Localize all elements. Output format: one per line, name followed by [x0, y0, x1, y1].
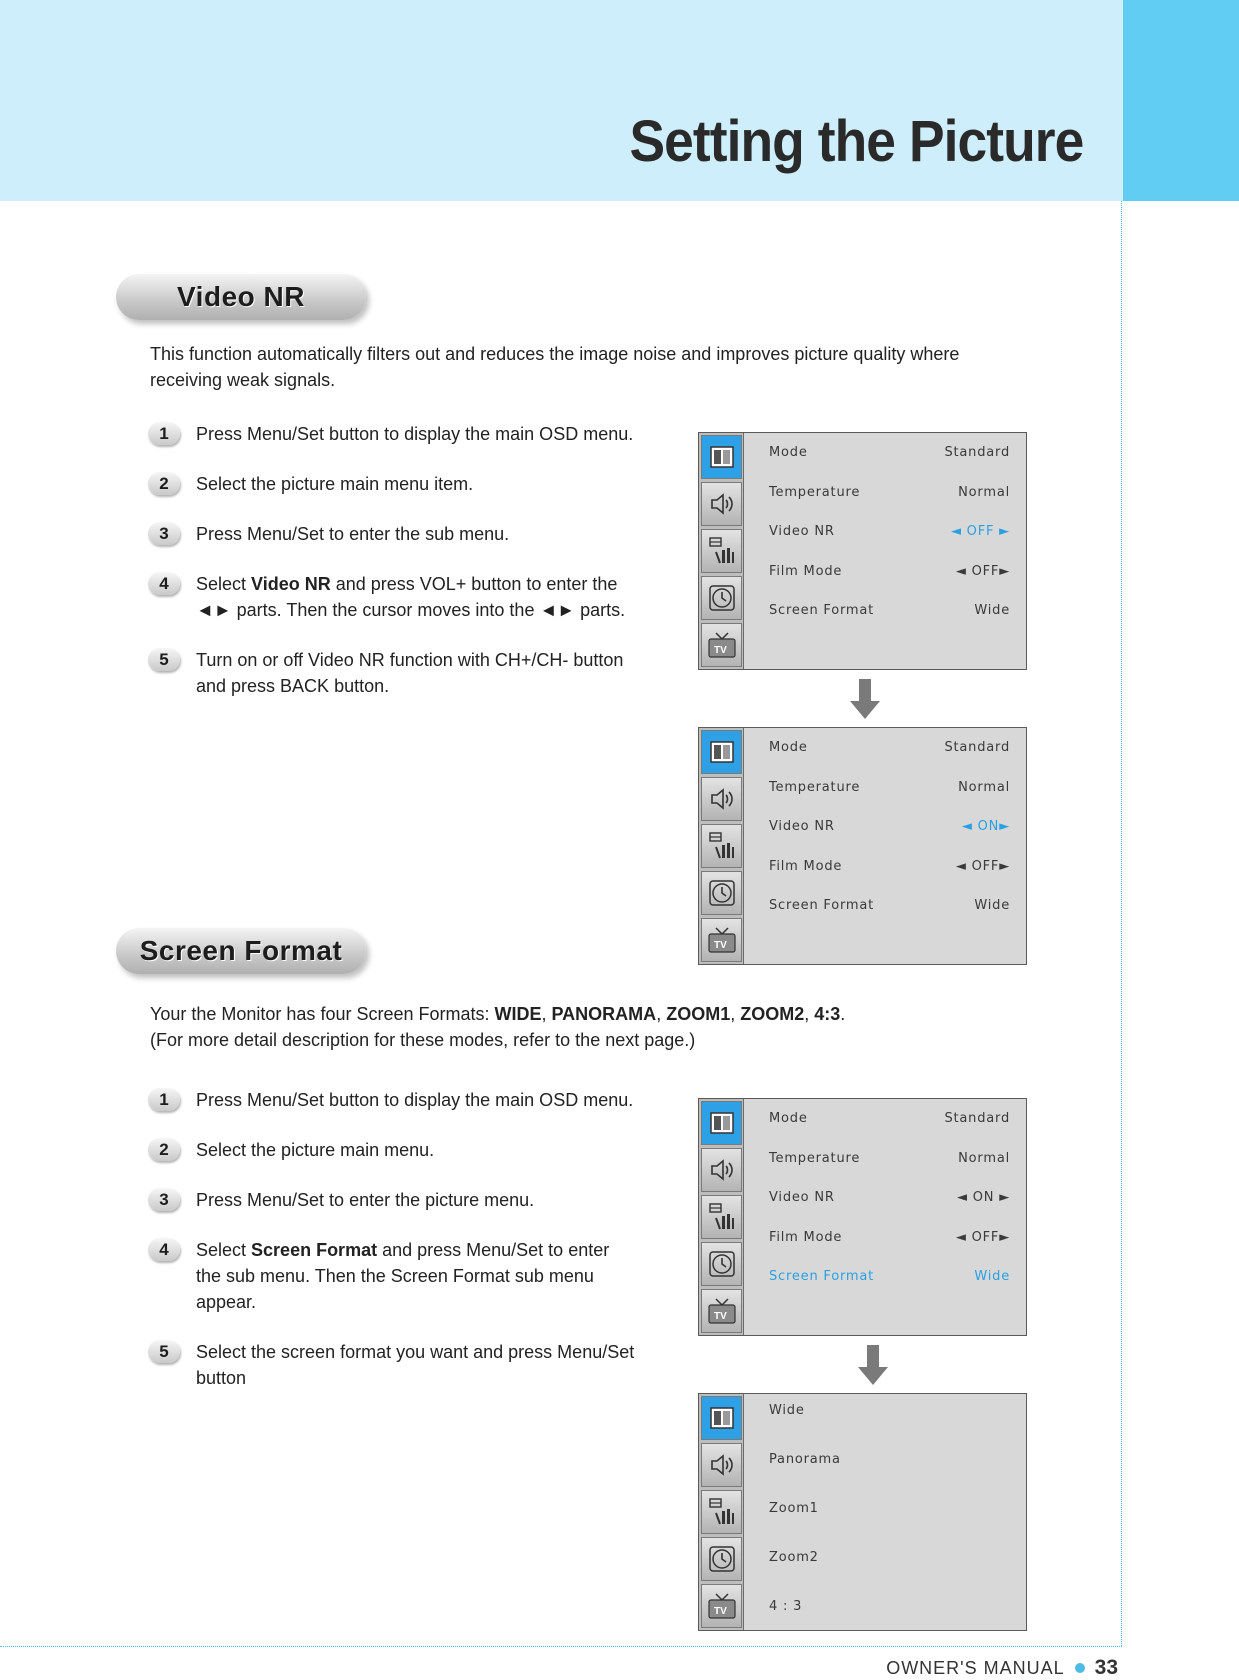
osd-menu-row — [769, 1269, 1010, 1284]
tv-icon — [701, 623, 742, 667]
osd-row-value: ◄ OFF► — [955, 858, 1010, 874]
step-item — [148, 421, 638, 447]
format-name: PANORAMA — [551, 1004, 657, 1024]
tv-icon — [701, 1289, 742, 1333]
osd-row-value: ◄ ON► — [961, 819, 1010, 834]
osd-menu-row — [769, 603, 1010, 618]
osd-row-label: Mode — [769, 1111, 808, 1126]
osd-menu-row — [769, 1230, 1010, 1245]
screen-format-heading-text: Screen Format — [139, 935, 343, 966]
intro-separator: , — [656, 1004, 667, 1024]
osd-row-label: Temperature — [769, 484, 861, 500]
osd-row-label: Screen Format — [769, 1269, 875, 1284]
step-item — [148, 571, 638, 623]
setup-icon — [701, 824, 742, 868]
step-number-badge: 2 — [148, 1138, 180, 1161]
step-text: Turn on or off Video NR function with CH+/CH- button and press BACK button. — [196, 650, 624, 696]
osd-menu-row — [769, 445, 1010, 460]
osd-sidebar — [699, 1099, 744, 1335]
step-item — [148, 1137, 638, 1163]
osd-menu-row — [769, 485, 1010, 500]
osd-submenu-label: 4 : 3 — [769, 1599, 803, 1614]
format-name: ZOOM1 — [666, 1004, 731, 1024]
screen-format-intro — [150, 1001, 1030, 1053]
step-item — [148, 1087, 638, 1113]
tv-icon-label: TV — [714, 1606, 727, 1617]
osd-row-value: ◄ OFF ► — [950, 524, 1010, 539]
osd-row-label: Film Mode — [769, 563, 843, 579]
osd-submenu-label: Wide — [769, 1403, 805, 1418]
osd-row-label: Mode — [769, 740, 808, 755]
osd-row-label: Video NR — [769, 524, 835, 539]
osd-row-value: ◄ OFF► — [955, 563, 1010, 579]
osd-menu-row — [769, 819, 1010, 834]
osd-submenu-item — [769, 1452, 1010, 1467]
format-name: WIDE — [494, 1004, 542, 1024]
osd-menu-row — [769, 898, 1010, 913]
osd-row-value: ◄ ON ► — [956, 1190, 1010, 1205]
osd-menu-row — [769, 1111, 1010, 1126]
tv-icon — [701, 918, 742, 962]
down-arrow-icon — [858, 1345, 888, 1385]
osd-row-value: Wide — [974, 603, 1010, 618]
step-item — [148, 1237, 638, 1315]
timer-icon — [701, 1242, 742, 1286]
video-nr-steps — [148, 421, 638, 699]
osd-row-label: Video NR — [769, 1190, 835, 1205]
osd-submenu-label: Zoom2 — [769, 1550, 819, 1565]
step-emphasis: Video NR — [251, 574, 331, 594]
step-text: Press Menu/Set to enter the picture menu. — [196, 1190, 535, 1210]
osd-screen-format-menu — [698, 1098, 1027, 1336]
osd-sidebar — [699, 1394, 744, 1630]
step-number-badge: 4 — [148, 572, 180, 595]
osd-sidebar — [699, 728, 744, 964]
video-nr-heading-text: Video NR — [177, 281, 305, 312]
osd-row-label: Screen Format — [769, 898, 875, 913]
osd-row-label: Film Mode — [769, 858, 843, 874]
setup-icon — [701, 1490, 742, 1534]
step-text: Select the picture main menu item. — [196, 474, 474, 494]
video-nr-intro: This function automatically filters out and reduces the image noise and improves picture quality where receiving weak signals. — [150, 344, 960, 390]
osd-submenu-label: Panorama — [769, 1452, 841, 1467]
step-text: Select — [196, 574, 252, 594]
step-text: Press Menu/Set button to display the main OSD menu. — [196, 1090, 634, 1110]
tv-icon-label: TV — [714, 940, 727, 951]
step-emphasis: Screen Format — [251, 1240, 378, 1260]
osd-row-value: Wide — [974, 898, 1010, 913]
osd-row-label: Video NR — [769, 819, 835, 834]
setup-icon — [701, 1195, 742, 1239]
osd-row-value: ◄ OFF► — [955, 1229, 1010, 1245]
step-item — [148, 1187, 638, 1213]
osd-menu-row — [769, 1190, 1010, 1205]
format-name: ZOOM2 — [740, 1004, 805, 1024]
page-footer — [886, 1656, 1118, 1680]
screen-format-heading — [116, 928, 366, 974]
step-number-badge: 4 — [148, 1238, 180, 1261]
osd-submenu-item — [769, 1550, 1010, 1565]
timer-icon — [701, 871, 742, 915]
intro-text: Your the Monitor has four Screen Formats: — [150, 1004, 495, 1024]
intro-separator: , — [804, 1004, 815, 1024]
osd-row-label: Film Mode — [769, 1229, 843, 1245]
osd-row-label: Screen Format — [769, 603, 875, 618]
step-text: Press Menu/Set button to display the main OSD menu. — [196, 424, 634, 444]
osd-submenu-label: Zoom1 — [769, 1501, 819, 1516]
osd-row-value: Standard — [944, 1111, 1010, 1126]
osd-menu-row — [769, 564, 1010, 579]
osd-row-value: Wide — [974, 1269, 1010, 1284]
down-arrow-icon — [850, 679, 880, 719]
intro-separator: , — [730, 1004, 741, 1024]
step-text: and press VOL+ button to enter the ◄► parts. Then the cursor moves into the ◄► parts. — [196, 574, 626, 620]
footer-label: OWNER'S MANUAL — [886, 1657, 1065, 1678]
step-item — [148, 471, 638, 497]
video-nr-heading — [116, 274, 366, 320]
screen-format-steps — [148, 1087, 638, 1391]
step-item — [148, 647, 638, 699]
sound-icon — [701, 777, 742, 821]
picture-icon — [701, 1101, 742, 1145]
step-text: Select the picture main menu. — [196, 1140, 435, 1160]
picture-icon — [701, 435, 742, 479]
osd-row-value: Standard — [944, 445, 1010, 460]
step-number-badge: 5 — [148, 648, 180, 671]
step-number-badge: 2 — [148, 472, 180, 495]
step-text: Select — [196, 1240, 252, 1260]
intro-separator: . — [840, 1004, 846, 1024]
step-number-badge: 3 — [148, 522, 180, 545]
tv-icon-label: TV — [714, 645, 727, 656]
osd-row-value: Normal — [958, 484, 1010, 500]
screen-format-intro-note: (For more detail description for these modes, refer to the next page.) — [150, 1030, 696, 1050]
osd-row-label: Mode — [769, 445, 808, 460]
step-number-badge: 3 — [148, 1188, 180, 1211]
setup-icon — [701, 529, 742, 573]
osd-menu-row — [769, 740, 1010, 755]
page-title: Setting the Picture — [629, 109, 1083, 174]
tv-icon — [701, 1584, 742, 1628]
tv-icon-label: TV — [714, 1311, 727, 1322]
step-text: and press Menu/Set to enter the sub menu. Then the Screen Format sub menu appear. — [196, 1240, 610, 1312]
timer-icon — [701, 1537, 742, 1581]
sound-icon — [701, 1148, 742, 1192]
step-number-badge: 5 — [148, 1340, 180, 1363]
header-tab — [1123, 0, 1239, 201]
step-text: Select the screen format you want and press Menu/Set button — [196, 1342, 635, 1388]
osd-submenu-item — [769, 1403, 1010, 1418]
osd-screen-format-submenu — [698, 1393, 1027, 1631]
format-name: 4:3 — [814, 1004, 841, 1024]
osd-menu-row — [769, 780, 1010, 795]
step-item — [148, 521, 638, 547]
intro-separator: , — [541, 1004, 552, 1024]
osd-video-nr-off — [698, 432, 1027, 670]
osd-row-label: Temperature — [769, 779, 861, 795]
step-number-badge: 1 — [148, 1088, 180, 1111]
footer-dot — [1075, 1663, 1085, 1673]
sound-icon — [701, 1443, 742, 1487]
screen-format-intro-line — [150, 1001, 1030, 1027]
osd-menu-row — [769, 524, 1010, 539]
osd-row-label: Temperature — [769, 1150, 861, 1166]
osd-row-value: Standard — [944, 740, 1010, 755]
osd-row-value: Normal — [958, 1150, 1010, 1166]
step-text: Press Menu/Set to enter the sub menu. — [196, 524, 510, 544]
step-item — [148, 1339, 638, 1391]
page-number: 33 — [1094, 1656, 1118, 1679]
osd-menu-row — [769, 1151, 1010, 1166]
osd-submenu-item — [769, 1599, 1010, 1614]
osd-submenu-item — [769, 1501, 1010, 1516]
osd-menu-row — [769, 859, 1010, 874]
right-dotted-rule — [1121, 201, 1122, 1646]
timer-icon — [701, 576, 742, 620]
sound-icon — [701, 482, 742, 526]
osd-sidebar — [699, 433, 744, 669]
picture-icon — [701, 730, 742, 774]
picture-icon — [701, 1396, 742, 1440]
osd-video-nr-on — [698, 727, 1027, 965]
bottom-dotted-rule — [0, 1646, 1122, 1647]
osd-row-value: Normal — [958, 779, 1010, 795]
step-number-badge: 1 — [148, 422, 180, 445]
